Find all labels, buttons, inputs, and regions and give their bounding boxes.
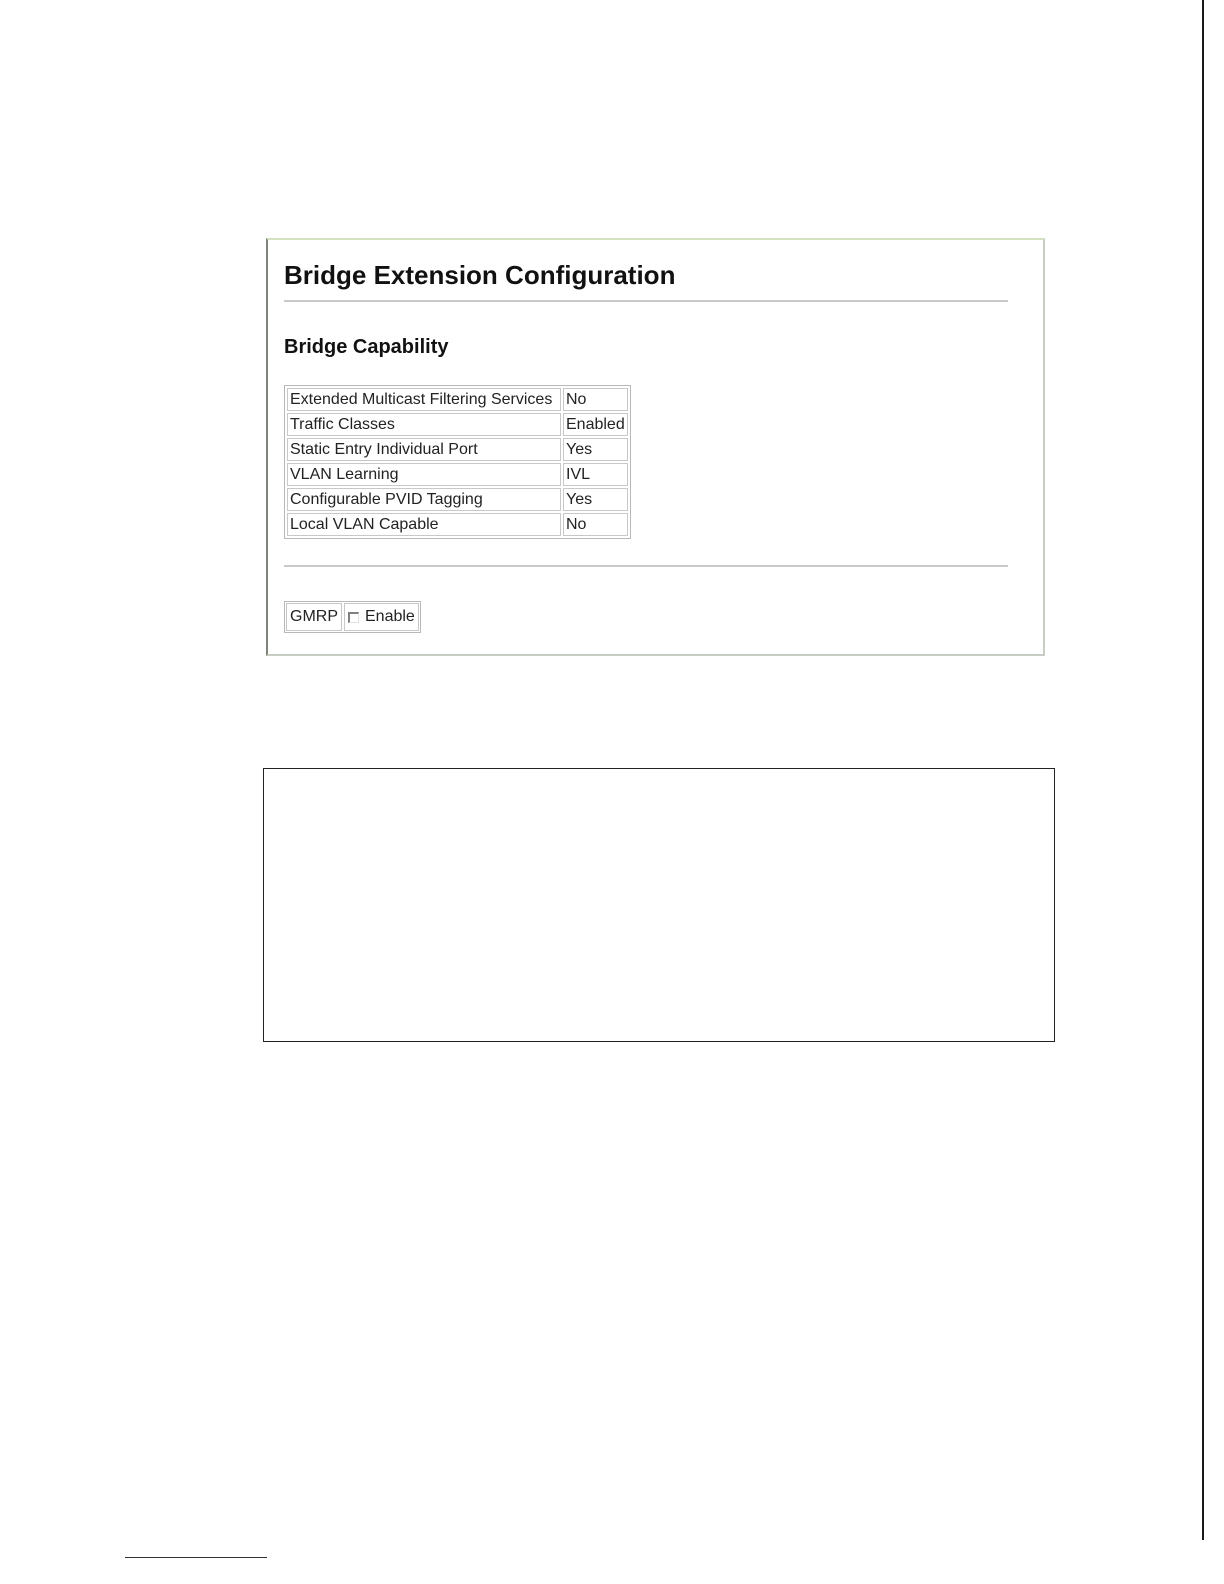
capability-value: IVL <box>563 463 628 486</box>
table-row <box>287 413 628 436</box>
gmrp-enable-control[interactable] <box>344 603 419 631</box>
page-edge-line <box>1202 0 1204 1540</box>
empty-bordered-box <box>263 768 1055 1042</box>
title-divider <box>284 300 1008 302</box>
table-row <box>287 488 628 511</box>
bridge-capability-table <box>284 385 631 539</box>
gmrp-enable-label[interactable]: Enable <box>365 608 415 625</box>
capability-value: Yes <box>563 488 628 511</box>
table-row <box>287 513 628 536</box>
gmrp-enable-checkbox[interactable] <box>348 612 359 623</box>
gmrp-setting <box>284 601 421 633</box>
capability-value: No <box>563 388 628 411</box>
capability-label: Extended Multicast Filtering Services <box>287 388 561 411</box>
section-divider <box>284 565 1008 567</box>
capability-value: No <box>563 513 628 536</box>
section-title: Bridge Capability <box>284 336 449 358</box>
capability-label: Traffic Classes <box>287 413 561 436</box>
table-row <box>287 463 628 486</box>
footnote-rule <box>125 1557 267 1558</box>
bridge-extension-window <box>266 238 1045 656</box>
table-row <box>287 438 628 461</box>
capability-value: Enabled <box>563 413 628 436</box>
gmrp-label: GMRP <box>286 603 342 631</box>
capability-value: Yes <box>563 438 628 461</box>
page-title: Bridge Extension Configuration <box>284 260 676 290</box>
capability-label: Configurable PVID Tagging <box>287 488 561 511</box>
capability-label: Static Entry Individual Port <box>287 438 561 461</box>
table-row <box>287 388 628 411</box>
capability-label: Local VLAN Capable <box>287 513 561 536</box>
capability-label: VLAN Learning <box>287 463 561 486</box>
